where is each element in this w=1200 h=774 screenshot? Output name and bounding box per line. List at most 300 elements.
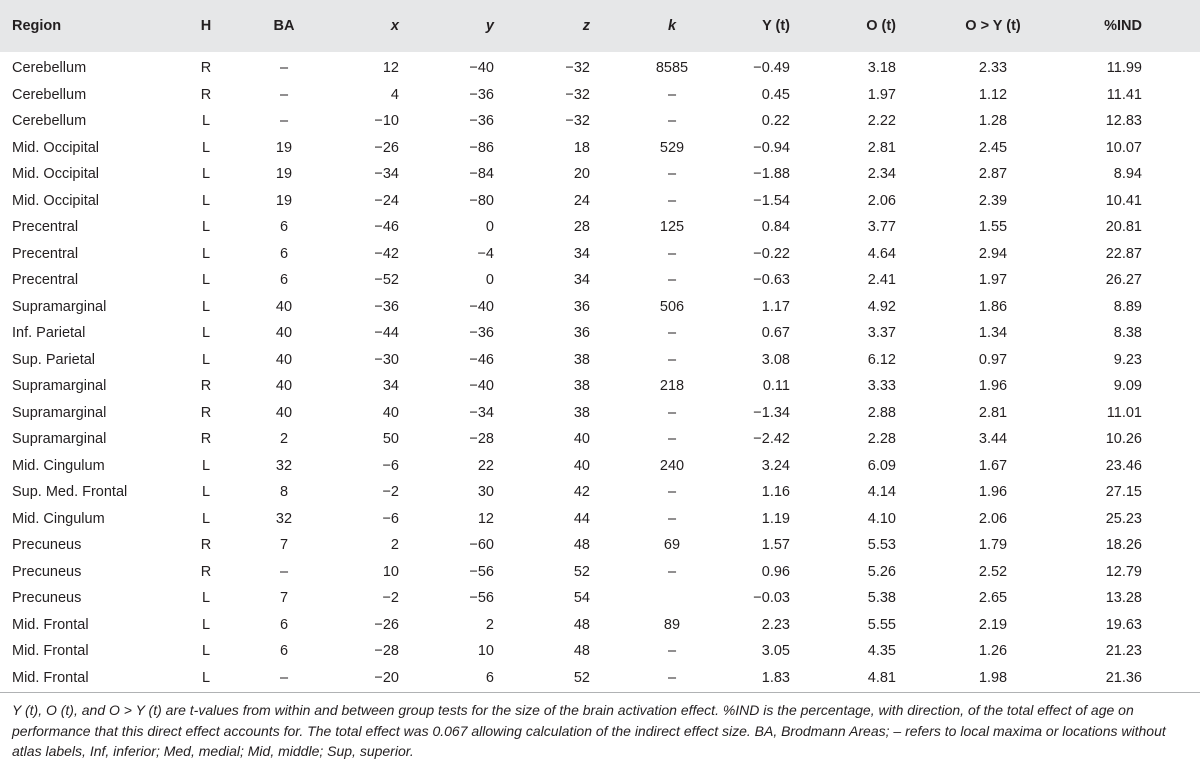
cell-y: −40 xyxy=(469,60,494,77)
cell-old-t: 2.88 xyxy=(867,404,896,421)
cell-young-t: 1.16 xyxy=(761,484,790,501)
cell-k xyxy=(640,585,704,612)
cell-y: 0 xyxy=(485,219,494,236)
cell-percent-ind: 8.38 xyxy=(1113,325,1142,342)
cell-percent-ind: 18.26 xyxy=(1105,537,1142,554)
cell-z: −32 xyxy=(565,86,590,103)
cell-old-gt-young-t: 1.28 xyxy=(978,113,1008,130)
cell-k: 506 xyxy=(659,298,685,315)
cell-region: Precentral xyxy=(12,272,79,289)
cell-x: −2 xyxy=(382,484,399,501)
table-row xyxy=(0,426,1200,453)
table-row xyxy=(0,320,1200,347)
cell-old-t: 5.38 xyxy=(867,590,896,607)
cell-young-t: 0.84 xyxy=(761,219,790,236)
cell-young-t: −0.63 xyxy=(753,272,790,289)
cell-young-t: −0.49 xyxy=(753,60,790,77)
cell-old-t: 2.41 xyxy=(867,272,896,289)
cell-hemisphere: L xyxy=(201,245,211,262)
cell-hemisphere: L xyxy=(201,139,211,156)
cell-brodmann-area: 6 xyxy=(279,643,289,660)
cell-k: – xyxy=(667,86,677,103)
cell-z: 24 xyxy=(573,192,590,209)
cell-y: −36 xyxy=(469,325,494,342)
cell-brodmann-area: 40 xyxy=(275,378,293,395)
cell-hemisphere: R xyxy=(200,404,212,421)
cell-old-t: 3.18 xyxy=(867,60,896,77)
cell-young-t: 0.67 xyxy=(761,325,790,342)
cell-old-t: 2.34 xyxy=(867,166,896,183)
cell-y: −80 xyxy=(469,192,494,209)
cell-hemisphere: L xyxy=(201,457,211,474)
cell-y: 0 xyxy=(485,272,494,289)
cell-x: −26 xyxy=(374,616,399,633)
cell-percent-ind: 10.07 xyxy=(1105,139,1142,156)
table-row xyxy=(0,585,1200,612)
table-row xyxy=(0,267,1200,294)
cell-brodmann-area: – xyxy=(279,60,289,77)
cell-percent-ind: 8.89 xyxy=(1113,298,1142,315)
cell-young-t: 0.96 xyxy=(761,563,790,580)
cell-percent-ind: 22.87 xyxy=(1105,245,1142,262)
cell-brodmann-area: 8 xyxy=(279,484,289,501)
cell-region: Supramarginal xyxy=(12,431,107,448)
cell-hemisphere: L xyxy=(201,590,211,607)
cell-percent-ind: 8.94 xyxy=(1113,166,1142,183)
cell-percent-ind: 10.26 xyxy=(1105,431,1142,448)
cell-z: 48 xyxy=(573,537,590,554)
header-z: z xyxy=(582,18,590,34)
cell-old-t: 2.22 xyxy=(867,113,896,130)
cell-young-t: 1.19 xyxy=(761,510,790,527)
cell-z: −32 xyxy=(565,113,590,130)
cell-percent-ind: 27.15 xyxy=(1105,484,1142,501)
table-row xyxy=(0,612,1200,639)
cell-z: 52 xyxy=(573,669,590,686)
cell-k: – xyxy=(667,351,677,368)
cell-brodmann-area: 40 xyxy=(275,298,293,315)
cell-brodmann-area: – xyxy=(279,669,289,686)
cell-hemisphere: L xyxy=(201,272,211,289)
cell-young-t: 0.45 xyxy=(761,86,790,103)
cell-young-t: 3.24 xyxy=(761,457,790,474)
cell-young-t: −0.03 xyxy=(753,590,790,607)
cell-x: −26 xyxy=(374,139,399,156)
cell-young-t: 3.08 xyxy=(761,351,790,368)
cell-young-t: 3.05 xyxy=(761,643,790,660)
cell-x: −6 xyxy=(382,510,399,527)
cell-region: Supramarginal xyxy=(12,298,107,315)
cell-hemisphere: L xyxy=(201,325,211,342)
table-bottom-rule xyxy=(0,692,1200,693)
cell-z: 44 xyxy=(573,510,590,527)
cell-y: −40 xyxy=(469,298,494,315)
cell-k: 529 xyxy=(659,139,685,156)
cell-k: 240 xyxy=(659,457,685,474)
cell-region: Cerebellum xyxy=(12,86,87,103)
cell-hemisphere: L xyxy=(201,351,211,368)
cell-percent-ind: 23.46 xyxy=(1105,457,1142,474)
cell-young-t: −1.34 xyxy=(753,404,790,421)
cell-old-gt-young-t: 1.96 xyxy=(978,484,1008,501)
cell-brodmann-area: 40 xyxy=(275,351,293,368)
cell-z: 42 xyxy=(573,484,590,501)
cell-x: −34 xyxy=(374,166,399,183)
cell-old-t: 4.81 xyxy=(867,669,896,686)
cell-old-t: 4.35 xyxy=(867,643,896,660)
cell-z: 48 xyxy=(573,643,590,660)
cell-z: 18 xyxy=(573,139,590,156)
cell-old-t: 4.92 xyxy=(867,298,896,315)
cell-y: −4 xyxy=(477,245,494,262)
cell-percent-ind: 12.83 xyxy=(1105,113,1142,130)
header-y: y xyxy=(485,18,494,34)
cell-hemisphere: R xyxy=(200,431,212,448)
cell-hemisphere: R xyxy=(200,563,212,580)
cell-y: −36 xyxy=(469,113,494,130)
cell-brodmann-area: 7 xyxy=(279,537,289,554)
cell-region: Supramarginal xyxy=(12,404,107,421)
cell-k: – xyxy=(667,484,677,501)
cell-x: 12 xyxy=(382,60,399,77)
table-footnote: Y (t), O (t), and O > Y (t) are t-values from within and between group tests for the size of the brain activation effect. %IND is the percentage, with direction, of the total effect of age on performance that this direct effect accounts for. The total effect was 0.067 allowing calculation of the indirect effect size. BA, Brodmann Areas; – refers to local maxima or locations without atlas labels, Inf, inferior; Med, medial; Mid, middle; Sup, superior. xyxy=(12,702,1166,759)
cell-z: 20 xyxy=(573,166,590,183)
cell-brodmann-area: 2 xyxy=(279,431,289,448)
cell-hemisphere: R xyxy=(200,537,212,554)
cell-x: −6 xyxy=(382,457,399,474)
cell-old-gt-young-t: 2.94 xyxy=(978,245,1008,262)
cell-x: −2 xyxy=(382,590,399,607)
cell-young-t: 1.57 xyxy=(761,537,790,554)
cell-region: Precuneus xyxy=(12,590,82,607)
table-row xyxy=(0,55,1200,82)
cell-hemisphere: L xyxy=(201,166,211,183)
cell-hemisphere: L xyxy=(201,192,211,209)
cell-y: −28 xyxy=(469,431,494,448)
cell-k: – xyxy=(667,404,677,421)
cell-hemisphere: R xyxy=(200,86,212,103)
cell-old-gt-young-t: 1.12 xyxy=(978,86,1008,103)
cell-brodmann-area: 6 xyxy=(279,272,289,289)
cell-old-t: 4.10 xyxy=(867,510,896,527)
cell-brodmann-area: – xyxy=(279,86,289,103)
cell-hemisphere: L xyxy=(201,616,211,633)
cell-k: – xyxy=(667,563,677,580)
cell-old-gt-young-t: 2.87 xyxy=(978,166,1008,183)
table-row xyxy=(0,400,1200,427)
cell-y: −56 xyxy=(469,590,494,607)
cell-young-t: −2.42 xyxy=(753,431,790,448)
cell-old-t: 3.33 xyxy=(867,378,896,395)
cell-percent-ind: 9.09 xyxy=(1113,378,1142,395)
table-row xyxy=(0,214,1200,241)
table-row xyxy=(0,506,1200,533)
cell-hemisphere: L xyxy=(201,298,211,315)
table-row xyxy=(0,373,1200,400)
cell-x: 4 xyxy=(390,86,399,103)
cell-young-t: −0.22 xyxy=(753,245,790,262)
cell-brodmann-area: 40 xyxy=(275,325,293,342)
cell-old-gt-young-t: 2.52 xyxy=(978,563,1008,580)
cell-percent-ind: 20.81 xyxy=(1105,219,1142,236)
cell-brodmann-area: – xyxy=(279,113,289,130)
cell-hemisphere: L xyxy=(201,643,211,660)
cell-y: −36 xyxy=(469,86,494,103)
cell-k: – xyxy=(667,325,677,342)
cell-percent-ind: 19.63 xyxy=(1105,616,1142,633)
cell-brodmann-area: 6 xyxy=(279,616,289,633)
cell-young-t: 1.17 xyxy=(761,298,790,315)
cell-old-gt-young-t: 2.65 xyxy=(978,590,1008,607)
cell-z: 34 xyxy=(573,272,590,289)
cell-x: 40 xyxy=(382,404,399,421)
table-row xyxy=(0,82,1200,109)
cell-percent-ind: 25.23 xyxy=(1105,510,1142,527)
cell-percent-ind: 11.01 xyxy=(1106,404,1142,421)
cell-z: 38 xyxy=(573,351,590,368)
cell-k: 69 xyxy=(663,537,681,554)
cell-z: 36 xyxy=(573,325,590,342)
cell-hemisphere: L xyxy=(201,219,211,236)
cell-k: 8585 xyxy=(655,60,689,77)
cell-y: 6 xyxy=(485,669,494,686)
cell-old-gt-young-t: 2.45 xyxy=(978,139,1008,156)
cell-x: −52 xyxy=(374,272,399,289)
cell-brodmann-area: – xyxy=(279,563,289,580)
cell-y: 30 xyxy=(477,484,494,501)
header-young-t: Y (t) xyxy=(762,18,790,34)
cell-y: −34 xyxy=(469,404,494,421)
cell-brodmann-area: 19 xyxy=(275,166,293,183)
cell-old-t: 3.77 xyxy=(867,219,896,236)
cell-young-t: −1.54 xyxy=(753,192,790,209)
cell-z: 28 xyxy=(573,219,590,236)
cell-old-gt-young-t: 2.81 xyxy=(978,404,1008,421)
cell-x: −30 xyxy=(374,351,399,368)
header-region: Region xyxy=(12,18,62,34)
cell-old-gt-young-t: 1.67 xyxy=(978,457,1008,474)
header-brodmann-area: BA xyxy=(273,18,295,34)
table-row xyxy=(0,559,1200,586)
cell-z: 52 xyxy=(573,563,590,580)
cell-x: −46 xyxy=(374,219,399,236)
cell-x: −36 xyxy=(374,298,399,315)
cell-old-t: 2.06 xyxy=(867,192,896,209)
table-row xyxy=(0,161,1200,188)
cell-young-t: −1.88 xyxy=(753,166,790,183)
table-row xyxy=(0,453,1200,480)
cell-y: 12 xyxy=(477,510,494,527)
cell-old-gt-young-t: 1.97 xyxy=(978,272,1008,289)
header-old-t: O (t) xyxy=(866,18,896,34)
header-hemisphere: H xyxy=(200,18,212,34)
cell-old-gt-young-t: 0.97 xyxy=(978,351,1008,368)
cell-old-gt-young-t: 1.96 xyxy=(978,378,1008,395)
cell-y: −86 xyxy=(469,139,494,156)
cell-region: Mid. Cingulum xyxy=(12,457,105,474)
cell-old-t: 6.09 xyxy=(867,457,896,474)
cell-percent-ind: 21.36 xyxy=(1105,669,1142,686)
cell-region: Sup. Parietal xyxy=(12,351,96,368)
cell-old-t: 5.53 xyxy=(867,537,896,554)
cell-region: Mid. Occipital xyxy=(12,192,100,209)
cell-percent-ind: 21.23 xyxy=(1105,643,1142,660)
cell-y: 22 xyxy=(477,457,494,474)
cell-y: −46 xyxy=(469,351,494,368)
cell-z: −32 xyxy=(565,60,590,77)
cell-old-gt-young-t: 1.98 xyxy=(978,669,1008,686)
cell-brodmann-area: 19 xyxy=(275,192,293,209)
cell-region: Precentral xyxy=(12,219,79,236)
cell-region: Sup. Med. Frontal xyxy=(12,484,128,501)
cell-percent-ind: 12.79 xyxy=(1105,563,1142,580)
header-old-gt-young-t: O > Y (t) xyxy=(965,18,1021,34)
cell-hemisphere: L xyxy=(201,510,211,527)
cell-x: −24 xyxy=(374,192,399,209)
cell-k: – xyxy=(667,510,677,527)
cell-old-gt-young-t: 1.34 xyxy=(978,325,1008,342)
cell-region: Mid. Cingulum xyxy=(12,510,105,527)
cell-brodmann-area: 40 xyxy=(275,404,293,421)
table-row xyxy=(0,347,1200,374)
cell-old-gt-young-t: 2.19 xyxy=(978,616,1008,633)
cell-z: 38 xyxy=(573,378,590,395)
cell-y: −40 xyxy=(469,378,494,395)
cell-brodmann-area: 6 xyxy=(279,219,289,236)
cell-percent-ind: 10.41 xyxy=(1105,192,1142,209)
cell-old-t: 4.14 xyxy=(867,484,896,501)
cell-z: 54 xyxy=(573,590,590,607)
cell-young-t: 2.23 xyxy=(761,616,790,633)
cell-percent-ind: 13.28 xyxy=(1105,590,1142,607)
cell-old-t: 3.37 xyxy=(867,325,896,342)
cell-brodmann-area: 32 xyxy=(275,510,293,527)
cell-z: 34 xyxy=(573,245,590,262)
cell-k: – xyxy=(667,431,677,448)
cell-region: Supramarginal xyxy=(12,378,107,395)
cell-hemisphere: L xyxy=(201,113,211,130)
cell-hemisphere: L xyxy=(201,484,211,501)
cell-region: Mid. Frontal xyxy=(12,643,89,660)
cell-k: 218 xyxy=(659,378,685,395)
header-percent-ind: %IND xyxy=(1104,18,1142,34)
cell-region: Cerebellum xyxy=(12,113,87,130)
cell-z: 40 xyxy=(573,457,590,474)
cell-percent-ind: 9.23 xyxy=(1113,351,1142,368)
cell-k: – xyxy=(667,192,677,209)
cell-percent-ind: 11.41 xyxy=(1106,86,1142,103)
cell-region: Precentral xyxy=(12,245,79,262)
cell-old-gt-young-t: 2.33 xyxy=(978,60,1008,77)
cell-y: 2 xyxy=(485,616,494,633)
table-row xyxy=(0,479,1200,506)
cell-old-gt-young-t: 2.06 xyxy=(978,510,1008,527)
cell-region: Precuneus xyxy=(12,537,82,554)
cell-k: – xyxy=(667,272,677,289)
cell-y: −60 xyxy=(469,537,494,554)
table-row xyxy=(0,638,1200,665)
table-row xyxy=(0,188,1200,215)
cell-k: – xyxy=(667,166,677,183)
cell-percent-ind: 11.99 xyxy=(1106,60,1142,77)
cell-k: – xyxy=(667,113,677,130)
cell-young-t: 0.11 xyxy=(762,378,790,395)
cell-old-t: 6.12 xyxy=(867,351,896,368)
table-row xyxy=(0,532,1200,559)
cell-brodmann-area: 19 xyxy=(275,139,293,156)
cell-old-gt-young-t: 3.44 xyxy=(978,431,1008,448)
cell-old-gt-young-t: 1.26 xyxy=(978,643,1008,660)
cell-z: 36 xyxy=(573,298,590,315)
cell-young-t: 0.22 xyxy=(761,113,790,130)
cell-old-gt-young-t: 1.86 xyxy=(978,298,1008,315)
cell-region: Cerebellum xyxy=(12,60,87,77)
cell-region: Precuneus xyxy=(12,563,82,580)
cell-old-gt-young-t: 1.79 xyxy=(978,537,1008,554)
table-row xyxy=(0,108,1200,135)
cell-brodmann-area: 7 xyxy=(279,590,289,607)
cell-old-gt-young-t: 2.39 xyxy=(978,192,1008,209)
cell-region: Mid. Occipital xyxy=(12,139,100,156)
cell-x: −20 xyxy=(374,669,399,686)
cell-percent-ind: 26.27 xyxy=(1105,272,1142,289)
cell-x: −28 xyxy=(374,643,399,660)
table-row xyxy=(0,241,1200,268)
cell-x: −42 xyxy=(374,245,399,262)
cell-y: 10 xyxy=(477,643,494,660)
table-row xyxy=(0,135,1200,162)
table-row xyxy=(0,665,1200,692)
cell-z: 40 xyxy=(573,431,590,448)
cell-x: −10 xyxy=(374,113,399,130)
cell-old-t: 2.28 xyxy=(867,431,896,448)
cell-x: 50 xyxy=(382,431,399,448)
cell-x: 34 xyxy=(382,378,399,395)
cell-old-t: 1.97 xyxy=(867,86,896,103)
cell-young-t: −0.94 xyxy=(753,139,790,156)
cell-y: −84 xyxy=(469,166,494,183)
cell-k: – xyxy=(667,643,677,660)
cell-region: Mid. Frontal xyxy=(12,669,89,686)
cell-old-t: 2.81 xyxy=(867,139,896,156)
cell-region: Mid. Occipital xyxy=(12,166,100,183)
cell-x: −44 xyxy=(374,325,399,342)
cell-brodmann-area: 6 xyxy=(279,245,289,262)
cell-old-gt-young-t: 1.55 xyxy=(978,219,1008,236)
table-header-row xyxy=(0,0,1200,52)
cell-k: – xyxy=(667,245,677,262)
cell-k: – xyxy=(667,669,677,686)
cell-hemisphere: R xyxy=(200,378,212,395)
header-k: k xyxy=(667,18,677,34)
cell-region: Inf. Parietal xyxy=(12,325,86,342)
cell-old-t: 5.26 xyxy=(867,563,896,580)
cell-k: 89 xyxy=(663,616,681,633)
cell-x: 2 xyxy=(390,537,399,554)
cell-old-t: 5.55 xyxy=(867,616,896,633)
header-x: x xyxy=(390,18,399,34)
cell-z: 38 xyxy=(573,404,590,421)
table-row xyxy=(0,294,1200,321)
cell-z: 48 xyxy=(573,616,590,633)
cell-young-t: 1.83 xyxy=(761,669,790,686)
cell-old-t: 4.64 xyxy=(867,245,896,262)
cell-k: 125 xyxy=(659,219,685,236)
cell-brodmann-area: 32 xyxy=(275,457,293,474)
cell-x: 10 xyxy=(382,563,399,580)
cell-region: Mid. Frontal xyxy=(12,616,89,633)
cell-hemisphere: L xyxy=(201,669,211,686)
